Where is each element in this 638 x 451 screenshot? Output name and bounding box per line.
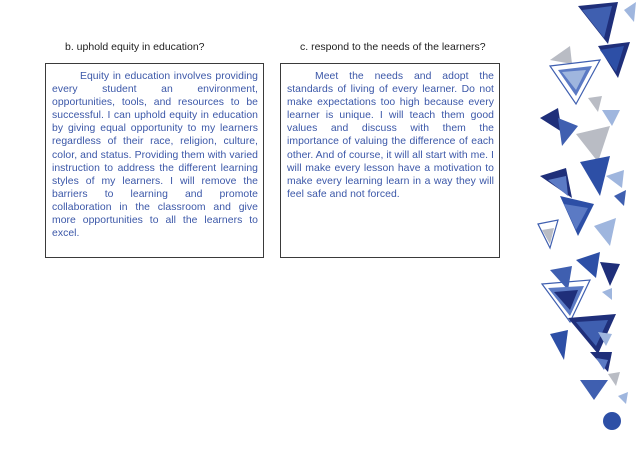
question-c-label: c. respond to the needs of the learners? bbox=[300, 41, 486, 53]
decor-triangle bbox=[608, 372, 620, 386]
decor-triangle bbox=[550, 266, 572, 290]
decor-triangle bbox=[618, 392, 628, 404]
answer-text-b: Equity in education involves providing every student an environment, opportunities, tools, and resources to be successful. I can uphold equity in education by giving equal opportunity to my learners regardless of their race, religion, culture, color, and status. Providing them with varied instruction to address the different learning styles of my learners. I will remove the barriers to learning and promote collaboration in the classroom and give more opportunities to all the learners to excel. bbox=[52, 71, 258, 240]
decor-triangle bbox=[550, 46, 572, 64]
triangle-decoration bbox=[520, 0, 638, 451]
decor-triangle bbox=[580, 380, 608, 400]
answer-text-c: Meet the needs and adopt the standards of living of every learner. Do not make expectations too high because every learner is unique. I will teach them good values and discuss with them the importance of valuing the difference of each other. And of course, it will all start with me. I will make every lesson have a motivation to make every learning learn in a way they will feel safe and not forced. bbox=[287, 71, 494, 200]
decor-triangle bbox=[600, 262, 620, 286]
decor-triangle bbox=[606, 170, 624, 188]
decor-triangle bbox=[580, 156, 610, 196]
page-dot bbox=[603, 412, 621, 430]
decor-triangle bbox=[558, 118, 578, 146]
decor-triangle bbox=[624, 2, 636, 22]
decor-triangle bbox=[576, 126, 610, 162]
decor-triangle bbox=[614, 190, 626, 206]
answer-box-b bbox=[45, 63, 264, 258]
decor-triangle bbox=[594, 218, 616, 246]
answer-box-c bbox=[280, 63, 500, 258]
decor-triangle bbox=[602, 288, 612, 300]
question-b-label: b. uphold equity in education? bbox=[65, 41, 205, 53]
decor-triangle bbox=[550, 330, 568, 360]
decor-triangle bbox=[576, 252, 600, 278]
decor-triangle bbox=[588, 96, 602, 112]
decor-triangle bbox=[602, 110, 620, 126]
